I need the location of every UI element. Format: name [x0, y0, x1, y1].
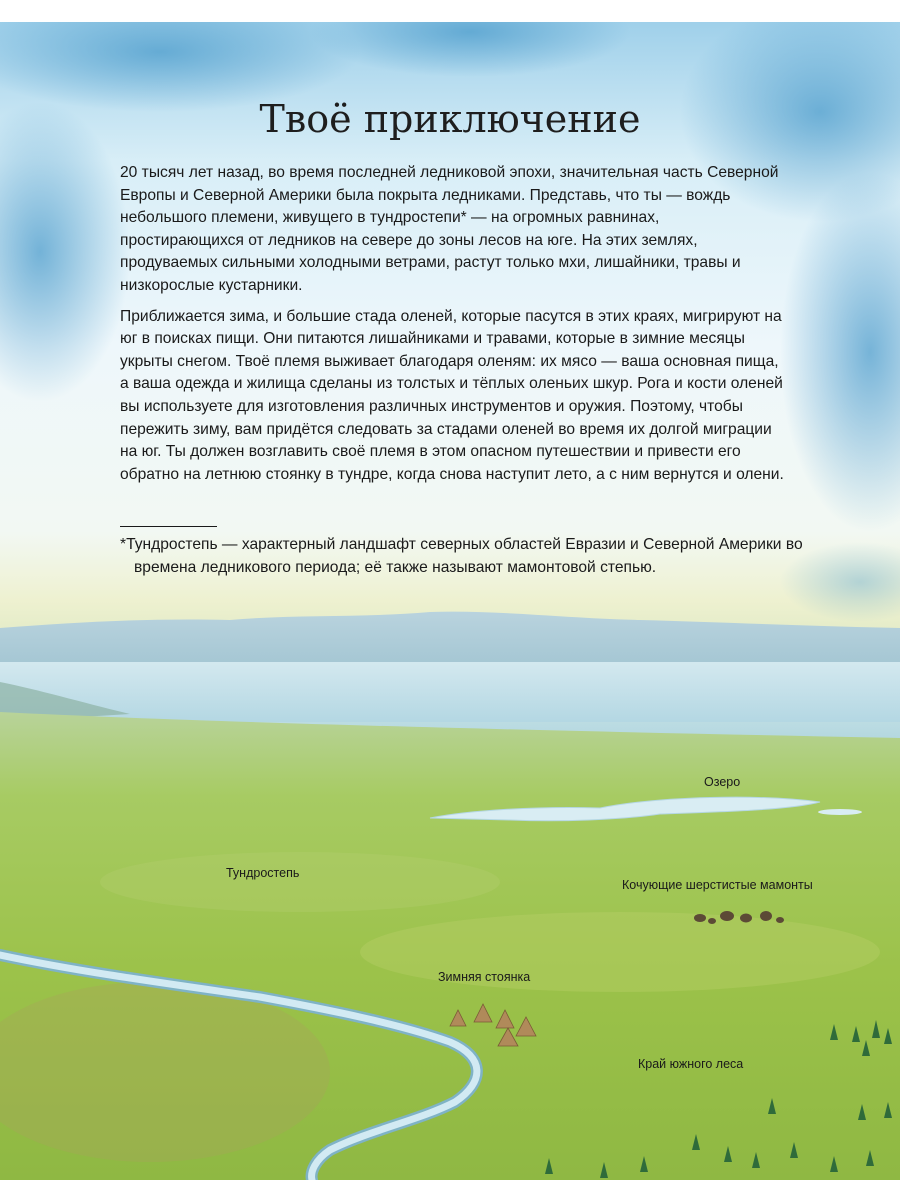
page-title: Твоё приключение [259, 97, 641, 141]
map-label-forest-edge: Край южного леса [638, 1057, 744, 1071]
book-page [0, 22, 900, 1180]
map-label-mammoths: Кочующие шерстистые мамонты [622, 878, 813, 892]
lake-pond [818, 809, 862, 815]
map-label-winter-camp: Зимняя стоянка [438, 970, 531, 984]
map-label-tundra-steppe: Тундростепь [226, 866, 300, 880]
cloud-shape [780, 172, 900, 532]
cloud-shape [310, 22, 630, 77]
footnote-divider [120, 526, 217, 527]
map-label-lake: Озеро [704, 775, 741, 789]
cloud-shape [0, 102, 130, 402]
paragraph: 20 тысяч лет назад, во время последней ледниковой эпохи, значительная часть Северной Европы и Северной Америки была покрыта ледниками. Представь, что ты — вождь небольшого племени, живущего в тундростепи* — на огромных равнинах, простирающихся от ледников на севере до зоны лесов на юге. На этих землях, продуваемых сильными холодными ветрами, растут только мхи, лишайники, травы и низкорослые кустарники. [120, 164, 779, 294]
footnote: *Тундростепь — характерный ландшафт северных областей Евразии и Северной Америки во времена ледникового периода; её также называют мамонтовой степью. [120, 536, 803, 576]
main-text [120, 162, 785, 494]
paragraph: Приближается зима, и большие стада оленей, которые пасутся в этих краях, мигрируют на юг в поисках пищи. Они питаются лишайниками и травами, которые в зимние месяцы укрыты снегом. Твоё племя выживает благодаря оленям: их мясо — ваша основная пища, а ваша одежда и жилища сделаны из толстых и тёплых оленьих шкур. Рога и кости оленей вы используете для изготовления различных инструментов и оружия. Поэтому, чтобы пережить зиму, вам придётся следовать за стадами оленей во время их долгой миграции на юг. Ты должен возглавить своё племя в этом опасном путешествии и привести его обратно на летнюю стоянку в тундре, когда снова наступит лето, а с ним вернутся и олени. [120, 307, 784, 483]
grass-patch [100, 852, 500, 912]
